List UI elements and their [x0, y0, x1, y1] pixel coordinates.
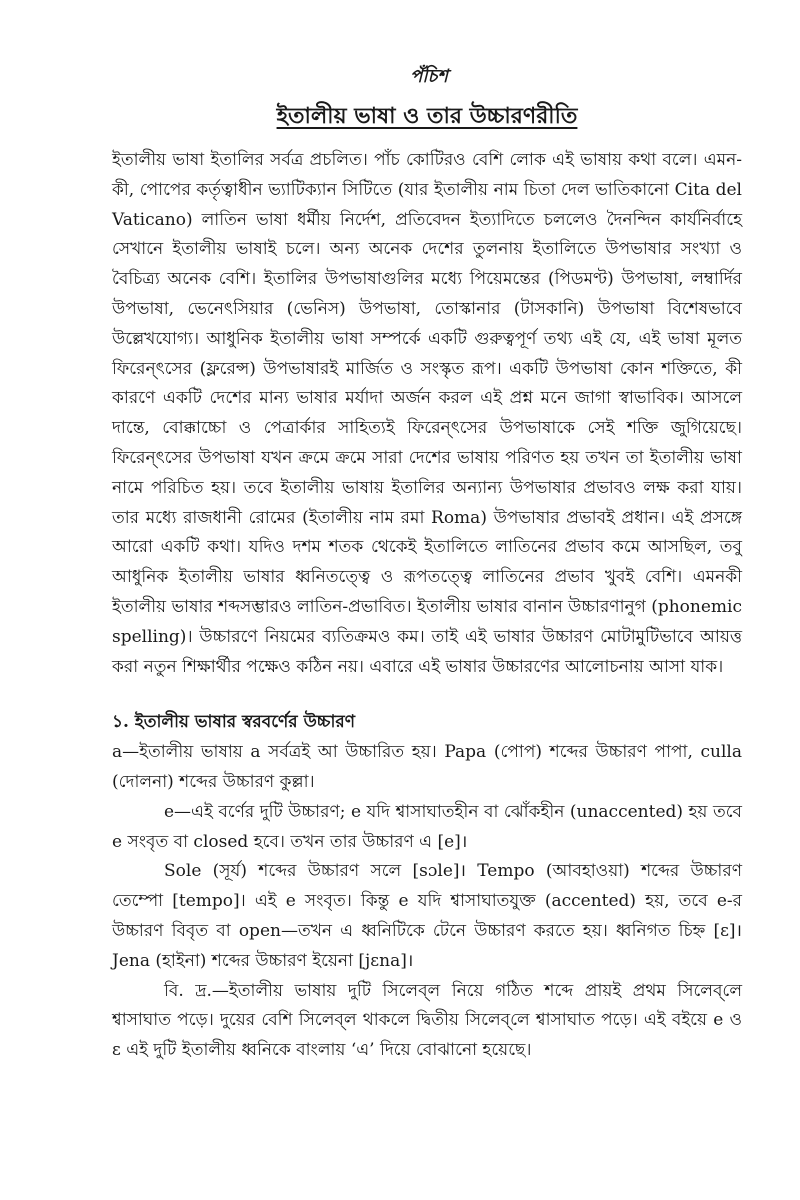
section-heading-vowels: ১. ইতালীয় ভাষার স্বরবর্ণের উচ্চারণ	[112, 712, 356, 733]
intro-paragraph: ইতালীয় ভাষা ইতালির সর্বত্র প্রচলিত। পাঁচ কোটিরও বেশি লোক এই ভাষায় কথা বলে। এমন-কী, পোপের কর্তৃত্বাধীন ভ্যাটিক্যান সিটিতে (যার ইতালীয় নাম চিতা দেল ভাতিকানো Cita del Vaticano) লাতিন ভাষা ধর্মীয় নির্দেশ, প্রতিবেদন ইত্যাদিতে চললেও দৈনন্দিন কার্যনির্বাহে সেখানে ইতালীয় ভাষাই চলে। অন্য অনেক দেশের তুলনায় ইতালিতে উপভাষার সংখ্যা ও বৈচিত্র্য অনেক বেশি। ইতালির উপভাষাগুলির মধ্যে পিয়েমন্তের (পিডমণ্ট) উপভাষা, লম্বার্দির উপভাষা, ভেনেৎসিয়ার (ভেনিস) উপভাষা, তোস্কানার (টাসকানি) উপভাষা বিশেষভাবে উল্লেখযোগ্য। আধুনিক ইতালীয় ভাষা সম্পর্কে একটি গুরুত্বপূর্ণ তথ্য এই যে, এই ভাষা মূলত ফিরেন্ৎসের (ফ্লরেন্স) উপভাষারই মার্জিত ও সংস্কৃত রূপ। একটি উপভাষা কোন শক্তিতে, কী কারণে একটি দেশের মান্য ভাষার মর্যাদা অর্জন করল এই প্রশ্ন মনে জাগা স্বাভাবিক। আসলে দান্তে, বোক্কাচ্চো ও পেত্রার্কার সাহিত্যই ফিরেন্ৎসের উপভাষাকে সেই শক্তি জুগিয়েছে। ফিরেন্ৎসের উপভাষা যখন ক্রমে ক্রমে সারা দেশের ভাষায় পরিণত হয় তখন তা ইতালীয় ভাষা নামে পরিচিত হয়। তবে ইতালীয় ভাষায় ইতালির অন্যান্য উপভাষার প্রভাবও লক্ষ করা যায়। তার মধ্যে রাজধানী রোমের (ইতালীয় নাম রমা Roma) উপভাষার প্রভাবই প্রধান। এই প্রসঙ্গে আরো একটি কথা। যদিও দশম শতক থেকেই ইতালিতে লাতিনের প্রভাব কমে আসছিল, তবু আধুনিক ইতালীয় ভাষার ধ্বনিতত্ত্বে ও রূপতত্ত্বে লাতিনের প্রভাব খুবই বেশি। এমনকী ইতালীয় ভাষার শব্দসম্ভারও লাতিন-প্রভাবিত। ইতালীয় ভাষার বানান উচ্চারণানুগ (phonemic spelling)। উচ্চারণে নিয়মের ব্যতিক্রমও কম। তাই এই ভাষার উচ্চারণ মোটামুটিভাবে আয়ত্ত করা নতুন শিক্ষার্থীর পক্ষেও কঠিন নয়। এবারে এই ভাষার উচ্চারণের আলোচনায় আসা যাক।	[112, 150, 742, 677]
paragraph-vowel-e-unaccented: e—এই বর্ণের দুটি উচ্চারণ; e যদি শ্বাসাঘাতহীন বা ঝোঁকহীন (unaccented) হয় তবে e সংবৃত বা closed হবে। তখন তার উচ্চারণ এ [e]।	[112, 801, 742, 852]
chapter-title: ইতালীয় ভাষা ও তার উচ্চারণরীতি	[276, 103, 578, 129]
paragraph-stress-note: বি. দ্র.—ইতালীয় ভাষায় দুটি সিলেব্‌ল নিয়ে গঠিত শব্দে প্রায়ই প্রথম সিলেব্‌লে শ্বাসাঘাত পড়ে। দুয়ের বেশি সিলেব্‌ল থাকলে দ্বিতীয় সিলেব্‌লে শ্বাসাঘাত পড়ে। এই বইয়ে e ও ɛ এই দুটি ইতালীয় ধ্বনিকে বাংলায় ‘এ’ দিয়ে বোঝানো হয়েছে।	[112, 980, 742, 1061]
chapter-number: পঁচিশ	[410, 66, 448, 87]
paragraph-vowel-e-examples: Sole (সূর্য) শব্দের উচ্চারণ সলে [sɔle]। Tempo (আবহাওয়া) শব্দের উচ্চারণ তেম্পো [tempo]। এই e সংবৃত। কিন্তু e যদি শ্বাসাঘাতযুক্ত (accented) হয়, তবে e-র উচ্চারণ বিবৃত বা open—তখন এ ধ্বনিটিকে টেনে উচ্চারণ করতে হয়। ধ্বনিগত চিহ্ন [ɛ]। Jena (হাইনা) শব্দের উচ্চারণ ইয়েনা [jɛna]।	[112, 861, 742, 971]
paragraph-vowel-a: a—ইতালীয় ভাষায় a সর্বত্রই আ উচ্চারিত হয়। Papa (পোপ) শব্দের উচ্চারণ পাপা, culla (দোলনা) শব্দের উচ্চারণ কুল্লা।	[112, 742, 742, 792]
section-spacer	[112, 682, 742, 708]
